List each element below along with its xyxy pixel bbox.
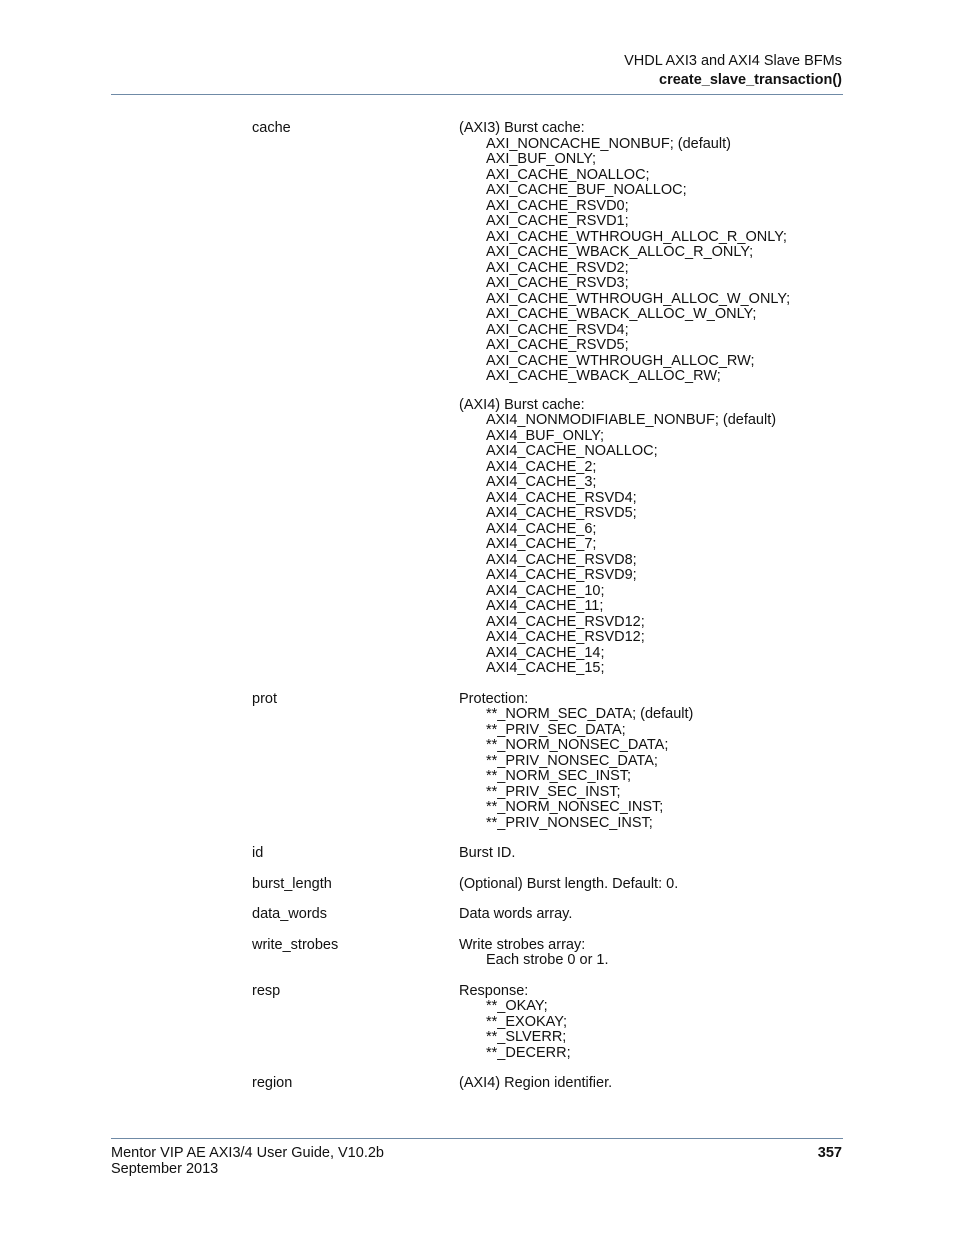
option-list [459, 707, 852, 831]
option-item: AXI4_CACHE_RSVD5; [486, 505, 637, 521]
option-item: AXI_CACHE_WTHROUGH_ALLOC_RW; [486, 352, 755, 369]
option-list [459, 137, 852, 385]
parameter-name: prot [252, 690, 277, 707]
parameter-row-data-words [252, 907, 852, 923]
parameter-row-prot [252, 692, 852, 832]
parameter-table [252, 121, 852, 1107]
option-item: AXI4_NONMODIFIABLE_NONBUF; (default) [486, 412, 777, 428]
description-block [459, 938, 852, 969]
option-item: AXI4_CACHE_NOALLOC; [486, 443, 658, 459]
parameter-row-cache [252, 121, 852, 677]
parameter-row-resp [252, 984, 852, 1062]
option-item: AXI_NONCACHE_NONBUF; (default) [486, 135, 731, 152]
footer-divider [111, 1138, 843, 1139]
description-block [459, 877, 852, 893]
description-block [459, 692, 852, 832]
option-item: **_NORM_NONSEC_INST; [486, 799, 664, 815]
option-list [459, 953, 852, 969]
footer-document-info [111, 1145, 384, 1177]
option-item: **_PRIV_NONSEC_INST; [486, 814, 653, 831]
footer-guide-title: Mentor VIP AE AXI3/4 User Guide, V10.2b [111, 1145, 384, 1161]
footer-date: September 2013 [111, 1161, 219, 1177]
option-item: AXI_CACHE_WTHROUGH_ALLOC_R_ONLY; [486, 228, 787, 245]
running-header [624, 52, 842, 90]
parameter-description [459, 938, 852, 969]
parameter-row-write-strobes [252, 938, 852, 969]
parameter-row-id [252, 846, 852, 862]
header-divider [111, 94, 843, 95]
description-text: Data words array. [459, 906, 573, 922]
option-item: AXI_CACHE_RSVD3; [486, 275, 629, 291]
option-item: AXI4_CACHE_2; [486, 458, 597, 475]
option-item: **_SLVERR; [486, 1029, 567, 1045]
option-item: AXI_BUF_ONLY; [486, 151, 596, 167]
option-item: AXI_CACHE_RSVD2; [486, 259, 629, 276]
option-item: AXI_CACHE_RSVD0; [486, 197, 629, 214]
parameter-name: cache [252, 120, 291, 136]
option-item: AXI_CACHE_BUF_NOALLOC; [486, 182, 687, 198]
option-item: **_EXOKAY; [486, 1013, 567, 1030]
option-item: AXI4_CACHE_RSVD12; [486, 629, 645, 645]
option-item: AXI4_CACHE_RSVD4; [486, 489, 637, 506]
description-block [459, 984, 852, 1062]
parameter-description [459, 877, 852, 893]
parameter-description [459, 984, 852, 1062]
description-block [459, 846, 852, 862]
option-item: **_NORM_SEC_DATA; (default) [486, 706, 694, 722]
description-block [459, 398, 852, 677]
description-text: Write strobes array: [459, 936, 586, 953]
description-text: Burst ID. [459, 845, 516, 861]
parameter-description [459, 692, 852, 832]
option-item: **_PRIV_NONSEC_DATA; [486, 752, 658, 769]
header-chapter-title: VHDL AXI3 and AXI4 Slave BFMs [624, 53, 842, 69]
option-list [459, 413, 852, 677]
parameter-description [459, 846, 852, 862]
option-item: **_NORM_SEC_INST; [486, 768, 632, 784]
parameter-name: id [252, 845, 264, 861]
option-item: AXI_CACHE_RSVD4; [486, 321, 629, 338]
option-item: AXI4_CACHE_RSVD9; [486, 567, 637, 583]
parameter-description [459, 907, 852, 923]
parameter-name: burst_length [252, 875, 332, 892]
option-item: AXI_CACHE_RSVD1; [486, 213, 629, 229]
description-text: (AXI4) Burst cache: [459, 396, 585, 413]
parameter-name: data_words [252, 906, 327, 922]
option-item: AXI4_BUF_ONLY; [486, 427, 605, 444]
option-item: AXI4_CACHE_3; [486, 474, 597, 490]
description-text: (AXI3) Burst cache: [459, 120, 585, 136]
description-block [459, 121, 852, 385]
option-item: AXI_CACHE_WTHROUGH_ALLOC_W_ONLY; [486, 290, 791, 307]
parameter-name: write_strobes [252, 936, 339, 953]
option-item: AXI4_CACHE_15; [486, 660, 605, 676]
parameter-description [459, 1076, 852, 1092]
option-item: AXI_CACHE_RSVD5; [486, 337, 629, 353]
option-item: AXI4_CACHE_7; [486, 536, 597, 552]
option-item: AXI4_CACHE_14; [486, 644, 605, 661]
description-text: (AXI4) Region identifier. [459, 1075, 613, 1091]
option-item: **_OKAY; [486, 998, 548, 1014]
parameter-row-burst-length [252, 877, 852, 893]
option-item: AXI_CACHE_WBACK_ALLOC_W_ONLY; [486, 306, 757, 322]
option-item: **_NORM_NONSEC_DATA; [486, 737, 669, 753]
parameter-row-region [252, 1076, 852, 1092]
description-text: (Optional) Burst length. Default: 0. [459, 875, 679, 892]
option-item: AXI4_CACHE_11; [486, 598, 604, 614]
description-text: Protection: [459, 690, 529, 707]
option-item: AXI4_CACHE_6; [486, 520, 597, 537]
option-item: AXI_CACHE_WBACK_ALLOC_RW; [486, 368, 721, 384]
option-item: AXI4_CACHE_RSVD12; [486, 613, 645, 630]
page-number: 357 [817, 1145, 842, 1161]
header-section-title: create_slave_transaction() [659, 72, 842, 88]
parameter-name: resp [252, 982, 281, 999]
option-item: AXI4_CACHE_RSVD8; [486, 551, 637, 568]
option-item: **_PRIV_SEC_DATA; [486, 721, 626, 738]
description-text: Response: [459, 982, 529, 999]
option-item: AXI4_CACHE_10; [486, 582, 605, 599]
description-block [459, 1076, 852, 1092]
parameter-description [459, 121, 852, 677]
option-item: AXI_CACHE_NOALLOC; [486, 166, 650, 183]
option-item: **_PRIV_SEC_INST; [486, 783, 621, 800]
parameter-name: region [252, 1075, 293, 1091]
description-block [459, 907, 852, 923]
option-list [459, 999, 852, 1061]
option-item: AXI_CACHE_WBACK_ALLOC_R_ONLY; [486, 244, 754, 260]
option-item: **_DECERR; [486, 1044, 571, 1061]
option-item: Each strobe 0 or 1. [486, 952, 609, 968]
